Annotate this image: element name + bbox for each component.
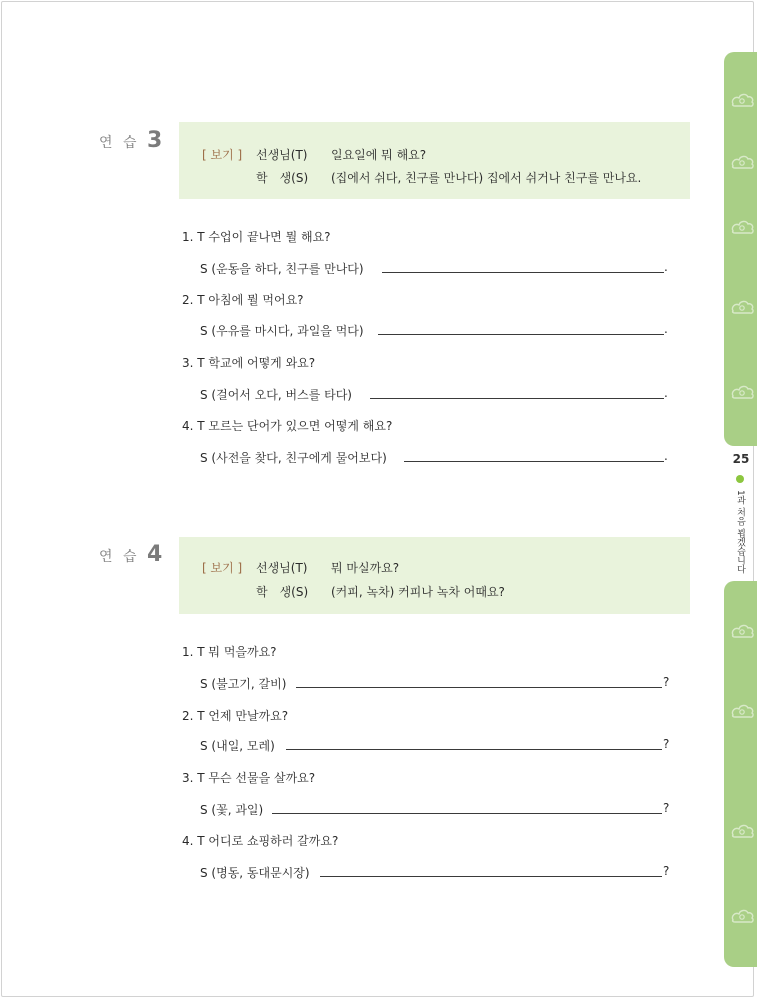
cloud-swirl-icon <box>730 297 756 317</box>
answer-blank[interactable] <box>296 687 662 688</box>
answer-prompt: S (내일, 모레) <box>200 739 275 753</box>
side-tab-top <box>724 52 757 446</box>
answer-prompt: S (꽃, 과일) <box>200 803 264 817</box>
answer-blank[interactable] <box>378 334 664 335</box>
teacher-line: 일요일에 뭐 해요? <box>331 148 427 162</box>
cloud-swirl-icon <box>730 90 756 110</box>
teacher-label: 선생님(T) <box>256 148 308 162</box>
answer-prompt: S (명동, 동대문시장) <box>200 866 310 880</box>
practice-4-example-box <box>179 537 690 614</box>
exercise-question: 3. T 학교에 어떻게 와요? <box>182 356 316 370</box>
practice-4-title-number: 4 <box>146 542 163 567</box>
exercise-question: 2. T 아침에 뭘 먹어요? <box>182 293 304 307</box>
page-dot-icon <box>736 475 744 483</box>
answer-ending: ? <box>663 737 670 751</box>
side-tab-bottom <box>724 581 757 967</box>
cloud-swirl-icon <box>730 217 756 237</box>
answer-blank[interactable] <box>272 813 662 814</box>
practice-3-title <box>99 128 162 153</box>
student-label: 학 생(S) <box>256 585 309 599</box>
cloud-swirl-icon <box>730 152 756 172</box>
teacher-label: 선생님(T) <box>256 561 308 575</box>
page-number: 25 <box>732 452 750 466</box>
example-tag: [ 보기 ] <box>202 561 243 575</box>
practice-3-example-box <box>179 122 690 199</box>
practice-4-title <box>99 542 162 567</box>
student-label: 학 생(S) <box>256 171 309 185</box>
answer-prompt: S (불고기, 갈비) <box>200 677 287 691</box>
answer-blank[interactable] <box>382 272 664 273</box>
exercise-question: 2. T 언제 만날까요? <box>182 709 289 723</box>
cloud-swirl-icon <box>730 906 756 926</box>
practice-4-title-prefix: 연 습 <box>99 549 140 565</box>
exercise-question: 1. T 수업이 끝나면 뭘 해요? <box>182 230 331 244</box>
answer-ending: . <box>664 322 668 336</box>
student-line: (커피, 녹차) 커피나 녹차 어때요? <box>331 585 505 599</box>
answer-ending: . <box>664 386 668 400</box>
answer-blank[interactable] <box>286 749 662 750</box>
chapter-label: 1과 처음 뵙겠습니다 <box>735 490 745 574</box>
answer-ending: . <box>664 260 668 274</box>
answer-prompt: S (운동을 하다, 친구를 만나다) <box>200 262 364 276</box>
exercise-question: 3. T 무슨 선물을 살까요? <box>182 771 316 785</box>
answer-ending: . <box>664 449 668 463</box>
answer-ending: ? <box>663 864 670 878</box>
exercise-question: 1. T 뭐 먹을까요? <box>182 645 277 659</box>
teacher-line: 뭐 마실까요? <box>331 561 400 575</box>
answer-ending: ? <box>663 801 670 815</box>
cloud-swirl-icon <box>730 621 756 641</box>
answer-prompt: S (사전을 찾다, 친구에게 물어보다) <box>200 451 387 465</box>
answer-prompt: S (우유를 마시다, 과일을 먹다) <box>200 324 364 338</box>
cloud-swirl-icon <box>730 821 756 841</box>
student-line: (집에서 쉬다, 친구를 만나다) 집에서 쉬거나 친구를 만나요. <box>331 171 642 185</box>
practice-3-title-prefix: 연 습 <box>99 135 140 151</box>
exercise-question: 4. T 어디로 쇼핑하러 갈까요? <box>182 834 339 848</box>
example-tag: [ 보기 ] <box>202 148 243 162</box>
answer-blank[interactable] <box>370 398 664 399</box>
answer-ending: ? <box>663 675 670 689</box>
answer-blank[interactable] <box>404 461 664 462</box>
answer-blank[interactable] <box>320 876 662 877</box>
cloud-swirl-icon <box>730 701 756 721</box>
practice-3-title-number: 3 <box>146 128 163 153</box>
cloud-swirl-icon <box>730 382 756 402</box>
exercise-question: 4. T 모르는 단어가 있으면 어떻게 해요? <box>182 419 393 433</box>
answer-prompt: S (걸어서 오다, 버스를 타다) <box>200 388 352 402</box>
